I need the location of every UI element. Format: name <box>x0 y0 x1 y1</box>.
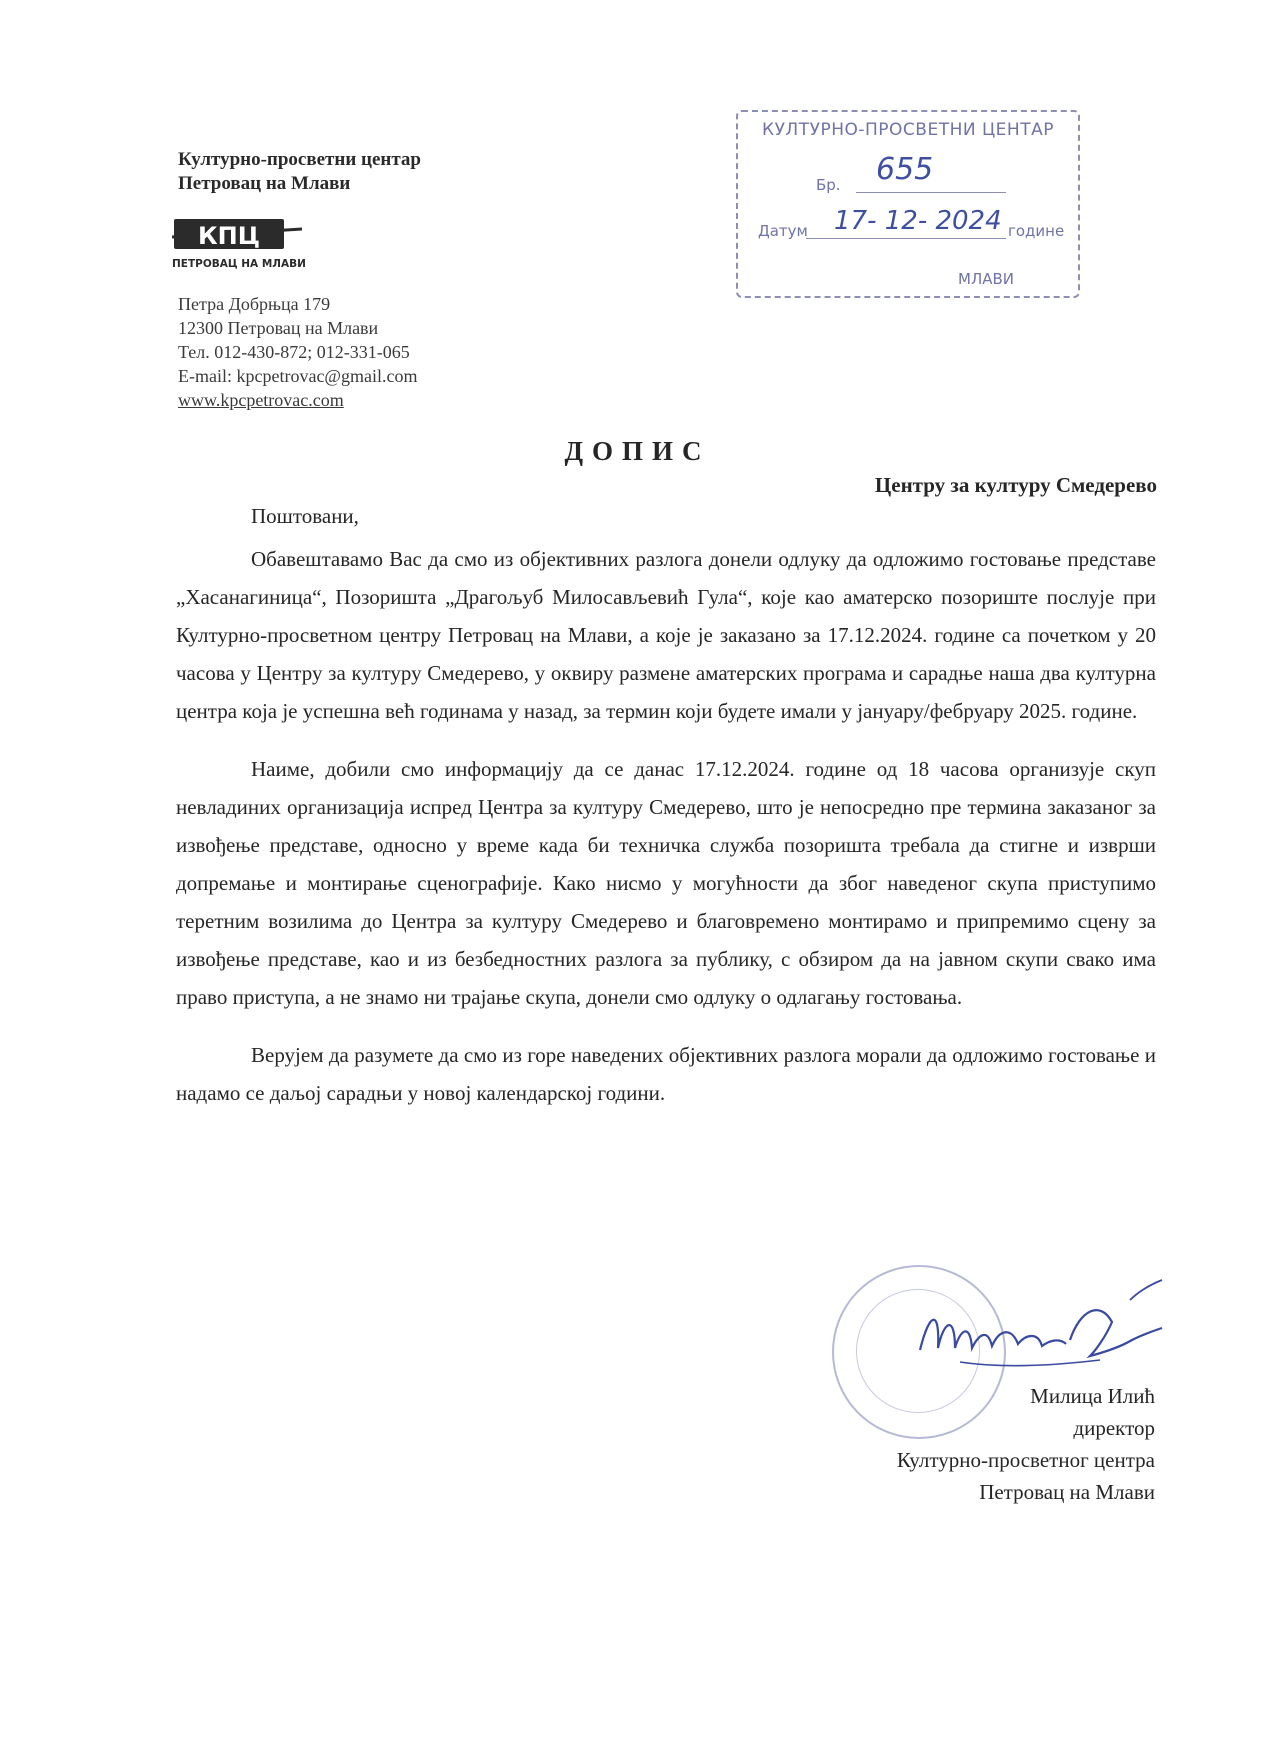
signature-stroke-2 <box>1070 1310 1162 1356</box>
body-paragraph-3: Верујем да разумете да смо из горе наведених објективних разлога морали да одложимо гостовање и надамо се даљој сарадњи у новој календарској години. <box>176 1043 1156 1105</box>
signature-stroke-3 <box>1130 1280 1162 1300</box>
org-name <box>178 148 421 196</box>
signatory-org-line2: Петровац на Млави <box>979 1480 1155 1504</box>
signatory-role: директор <box>1073 1416 1155 1440</box>
stamp-number-label: Бр. <box>816 176 841 194</box>
body-paragraph-1: Обавештавамо Вас да смо из објективних разлога донели одлуку да одложимо гостовање представе „Хасанагиница“, Позоришта „Драгољуб Милосављевић Гула“, које као аматерско позориште послује при Културно-просветном центру Петровац на Млави, а које је заказано за 17.12.2024. године са почетком у 20 часова у Центру за културу Смедерево, у оквиру размене аматерских програма и сарадње наша два културна центра која је успешна већ годинама у назад, за термин који будете имали у јануару/фебруару 2025. године. <box>176 547 1156 723</box>
kpc-logo <box>172 215 307 275</box>
stamp-city: МЛАВИ <box>958 270 1014 288</box>
signatory-name: Милица Илић <box>1030 1384 1155 1408</box>
logo-text: КПЦ <box>198 222 260 250</box>
stamp-date-line <box>806 238 1006 239</box>
stamp-number-value: 655 <box>876 152 934 187</box>
signature-underline <box>960 1360 1100 1366</box>
org-name-line1: Културно-просветни центар <box>178 149 421 170</box>
logo-subtitle: ПЕТРОВАЦ НА МЛАВИ <box>172 258 306 270</box>
stamp-date-label: Датум <box>758 222 808 240</box>
address-block <box>178 292 418 412</box>
recipient: Центру за културу Смедерево <box>874 473 1157 497</box>
stamp-title: КУЛТУРНО-ПРОСВЕТНИ ЦЕНТАР <box>762 120 1054 140</box>
handwritten-signature <box>900 1270 1185 1390</box>
stamp-number-line <box>856 192 1006 193</box>
street-address: Петра Добрњца 179 <box>178 294 331 314</box>
salutation: Поштовани, <box>251 504 359 528</box>
document-title: ДОПИС <box>564 436 711 466</box>
registry-stamp <box>736 110 1080 298</box>
stamp-date-suffix: године <box>1008 222 1065 240</box>
stamp-date-value: 17- 12- 2024 <box>834 206 1002 236</box>
org-name-line2: Петровац на Млави <box>178 173 351 194</box>
phone-line: Тел. 012-430-872; 012-331-065 <box>178 342 410 362</box>
signatory-org-line1: Културно-просветног центра <box>896 1448 1155 1472</box>
signature-block <box>897 1380 1155 1508</box>
letter-body <box>176 540 1156 1132</box>
email-line: E-mail: kpcpetrovac@gmail.com <box>178 366 418 386</box>
postal-address: 12300 Петровац на Млави <box>178 318 379 338</box>
body-paragraph-2: Наиме, добили смо информацију да се данас 17.12.2024. године од 18 часова организује скуп невладиних организација испред Центра за културу Смедерево, што је непосредно пре термина заказаног за извођење представе, односно у време када би техничка служба позоришта требала да стигне и изврши допремање и монтирање сценографије. Како нисмо у могућности да због наведеног скупа приступимо теретним возилима до Центра за културу Смедерево и благовремено монтирамо и припремимо сцену за извођење представе, као и из безбедностних разлога за публику, с обзиром да на јавном скупи свако има право приступа, а не знамо ни трајање скупа, донели смо одлуку о одлагању гостовања. <box>176 757 1156 1009</box>
website-link[interactable]: www.kpcpetrovac.com <box>178 390 344 410</box>
signature-stroke-1 <box>920 1320 1066 1350</box>
